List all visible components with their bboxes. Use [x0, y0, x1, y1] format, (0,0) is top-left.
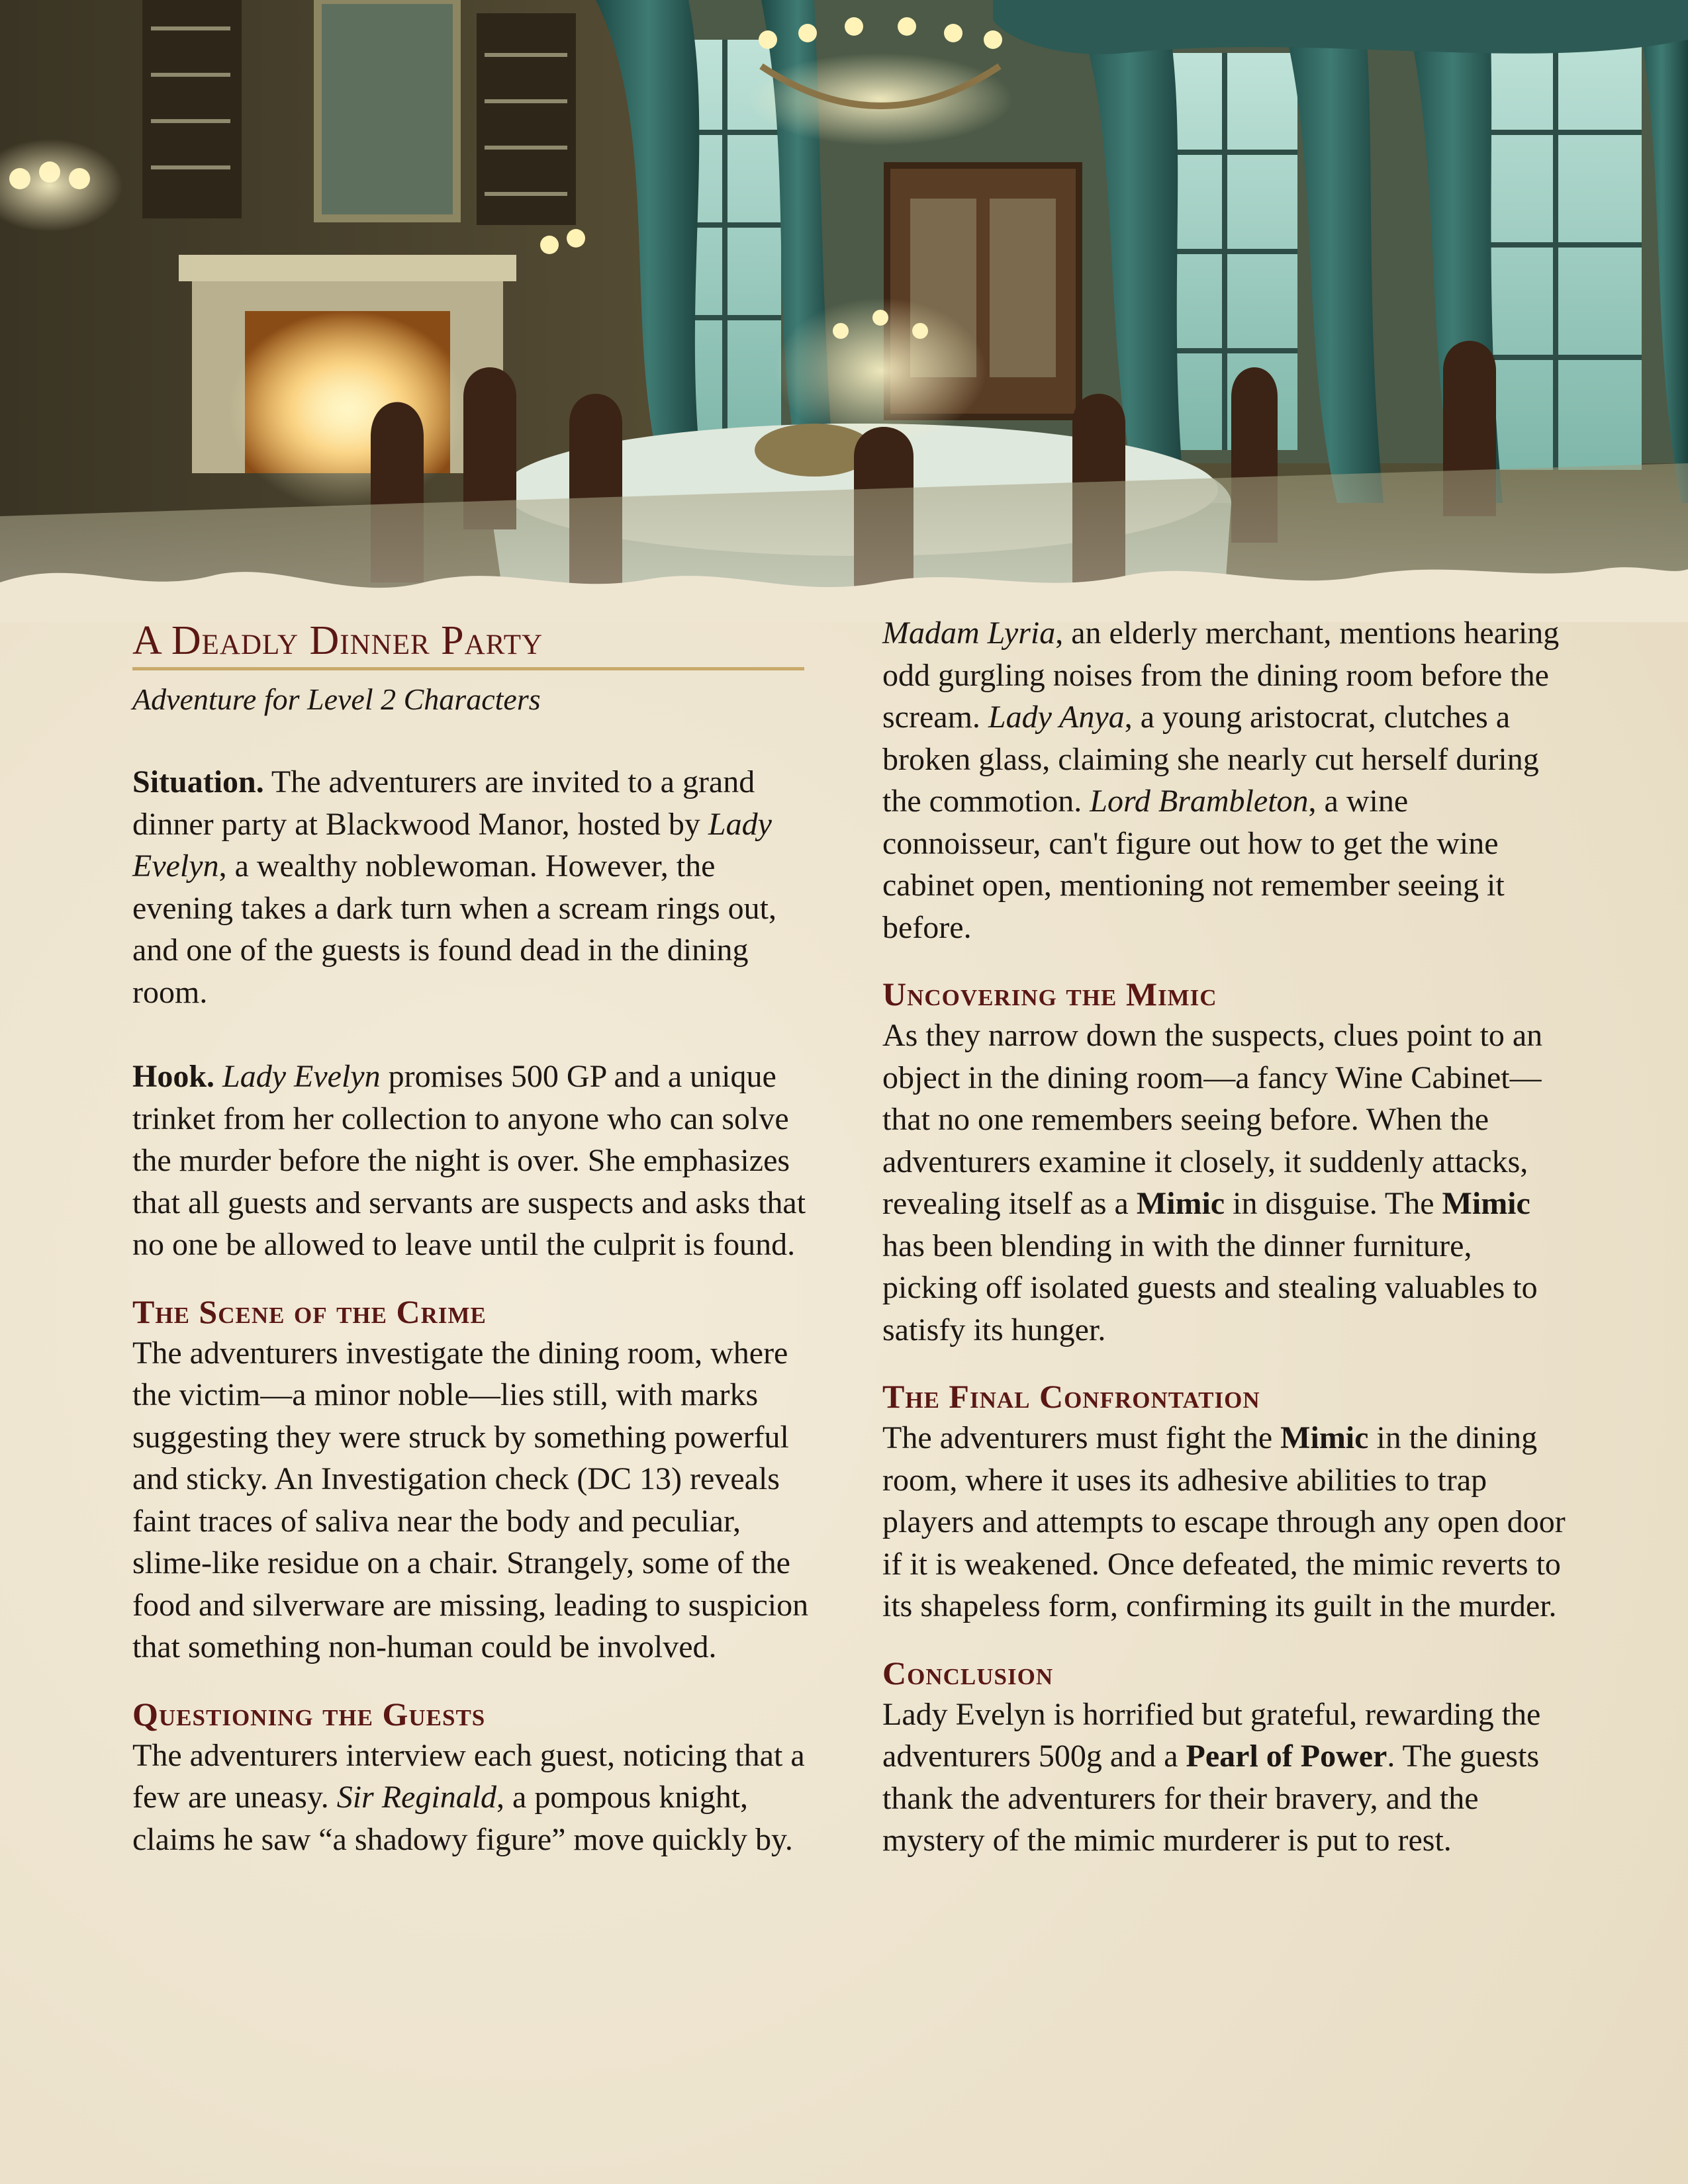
header-illustration [0, 0, 1688, 622]
questioning-name-4: Lord Brambleton [1090, 784, 1309, 819]
questioning-text-4: , a young aristocrat, clutches a broken glass, claiming she nearly cut herself during the commotion. [882, 700, 1539, 819]
spacer [132, 719, 814, 761]
situation-paragraph [132, 761, 814, 1013]
questioning-text-3: , an elderly merchant, mentions hearing odd gurgling noises from the dining room before the scream. [882, 615, 1560, 735]
final-paragraph [882, 1417, 1571, 1627]
questioning-name-3: Lady Anya [988, 700, 1125, 735]
spacer [882, 948, 1571, 974]
uncovering-text-2: in disguise. The [1225, 1186, 1442, 1221]
spacer [132, 1266, 814, 1291]
left-column [132, 615, 814, 1860]
spacer [132, 1013, 814, 1056]
situation-name-1: Lady Evelyn [132, 806, 772, 884]
section-heading-questioning: Questioning the Guests [132, 1695, 486, 1733]
section-heading-final: The Final Confrontation [882, 1378, 1260, 1415]
situation-text-2: , a wealthy noblewoman. However, the evening takes a dark turn when a scream rings out, and one of the guests is found dead in the dining room. [132, 848, 777, 1010]
uncovering-paragraph [882, 1015, 1571, 1351]
spacer [132, 1668, 814, 1694]
final-text-1: The adventurers must fight the [882, 1420, 1281, 1455]
hook-label: Hook. [132, 1059, 215, 1094]
conclusion-text-2: . The guests thank the adventurers for their bravery, and the mystery of the mimic murderer is put to rest. [882, 1739, 1540, 1858]
section-heading-uncovering: Uncovering the Mimic [882, 976, 1217, 1013]
page-subtitle: Adventure for Level 2 Characters [132, 682, 541, 716]
questioning-paragraph-2 [882, 612, 1571, 948]
conclusion-text-1: Lady Evelyn is horrified but grateful, rewarding the adventurers 500g and a [882, 1696, 1541, 1774]
conclusion-bold-1: Pearl of Power [1186, 1739, 1387, 1774]
title-divider [132, 667, 804, 670]
hook-paragraph [132, 1056, 814, 1266]
questioning-name-2: Madam Lyria [882, 615, 1056, 651]
section-heading-conclusion: Conclusion [882, 1654, 1054, 1692]
spacer [882, 1351, 1571, 1376]
dining-room-illustration [0, 0, 1688, 622]
questioning-paragraph-1 [132, 1735, 814, 1861]
final-bold-1: Mimic [1280, 1420, 1369, 1455]
hook-name-1: Lady Evelyn [222, 1059, 381, 1094]
situation-label: Situation. [132, 764, 264, 799]
uncovering-text-3: has been blending in with the dinner furniture, picking off isolated guests and stealing valuables to satisfy its hunger. [882, 1228, 1538, 1347]
situation-text-1: The adventurers are invited to a grand dinner party at Blackwood Manor, hosted by [132, 764, 755, 842]
questioning-text-1: The adventurers interview each guest, noticing that a few are uneasy. [132, 1737, 805, 1815]
scene-paragraph: The adventurers investigate the dining room, where the victim—a minor noble—lies still, with marks suggesting they were struck by something powerful and sticky. An Investigation check (DC 13) reveals faint traces of saliva near the body and peculiar, slime-like residue on a chair. Strangely, some of the food and silverware are missing, leading to suspicion that something non-human could be involved. [132, 1335, 809, 1664]
spacer [882, 1627, 1571, 1653]
right-column [882, 612, 1571, 1862]
uncovering-bold-2: Mimic [1442, 1186, 1530, 1221]
questioning-name-1: Sir Reginald [336, 1780, 497, 1815]
questioning-text-2: , a pompous knight, claims he saw “a shadowy figure” move quickly by. [132, 1780, 793, 1857]
section-heading-scene: The Scene of the Crime [132, 1293, 487, 1330]
uncovering-text-1: As they narrow down the suspects, clues point to an object in the dining room—a fancy Wine Cabinet—that no one remembers seeing before. When the adventurers examine it closely, it suddenly attacks, revealing itself as a [882, 1018, 1543, 1221]
final-text-2: in the dining room, where it uses its adhesive abilities to trap players and attempts to escape through any open door if it is weakened. Once defeated, the mimic reverts to its shapeless form, confirming its guilt in the murder. [882, 1420, 1566, 1623]
page-title: A Deadly Dinner Party [132, 618, 543, 663]
uncovering-bold-1: Mimic [1136, 1186, 1225, 1221]
hook-text-1: promises 500 GP and a unique trinket from her collection to anyone who can solve the murder before the night is over. She emphasizes that all guests and servants are suspects and asks that no one be allowed to leave until the culprit is found. [132, 1059, 806, 1262]
conclusion-paragraph [882, 1694, 1571, 1862]
questioning-text-5: , a wine connoisseur, can't figure out how to get the wine cabinet open, mentioning not remember seeing it before. [882, 784, 1505, 945]
